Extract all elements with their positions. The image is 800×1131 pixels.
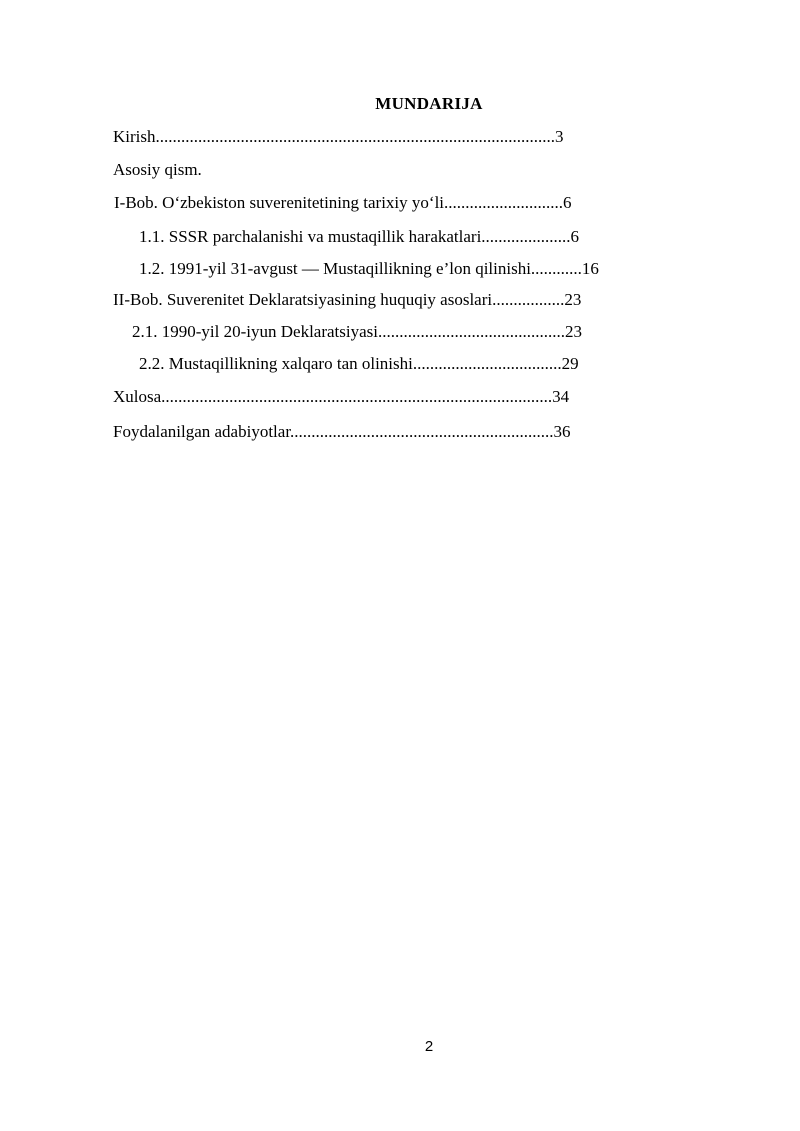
toc-entry-chapter-2: II-Bob. Suverenitet Deklaratsiyasining huquqiy asoslari.................23 xyxy=(113,290,582,309)
toc-entry-chapter-1: I-Bob. O‘zbekiston suverenitetining tarixiy yo‘li............................6 xyxy=(114,193,572,212)
toc-entry-section-1-2: 1.2. 1991-yil 31-avgust — Mustaqillikning e’lon qilinishi............16 xyxy=(139,259,599,278)
toc-entry-xulosa: Xulosa............................................................................................34 xyxy=(113,387,570,406)
toc-entry-kirish: Kirish..............................................................................................3 xyxy=(113,127,564,146)
toc-entry-adabiyotlar: Foydalanilgan adabiyotlar..............................................................36 xyxy=(113,422,571,441)
toc-entry-section-1-1: 1.1. SSSR parchalanishi va mustaqillik harakatlari.....................6 xyxy=(139,227,580,246)
toc-title: MUNDARIJA xyxy=(375,94,483,113)
toc-entry-section-2-2: 2.2. Mustaqillikning xalqaro tan olinishi...................................29 xyxy=(139,354,579,373)
page-number: 2 xyxy=(424,1038,434,1055)
toc-entry-section-2-1: 2.1. 1990-yil 20-iyun Deklaratsiyasi............................................23 xyxy=(132,322,582,341)
toc-entry-asosiy-qism: Asosiy qism. xyxy=(113,160,202,179)
